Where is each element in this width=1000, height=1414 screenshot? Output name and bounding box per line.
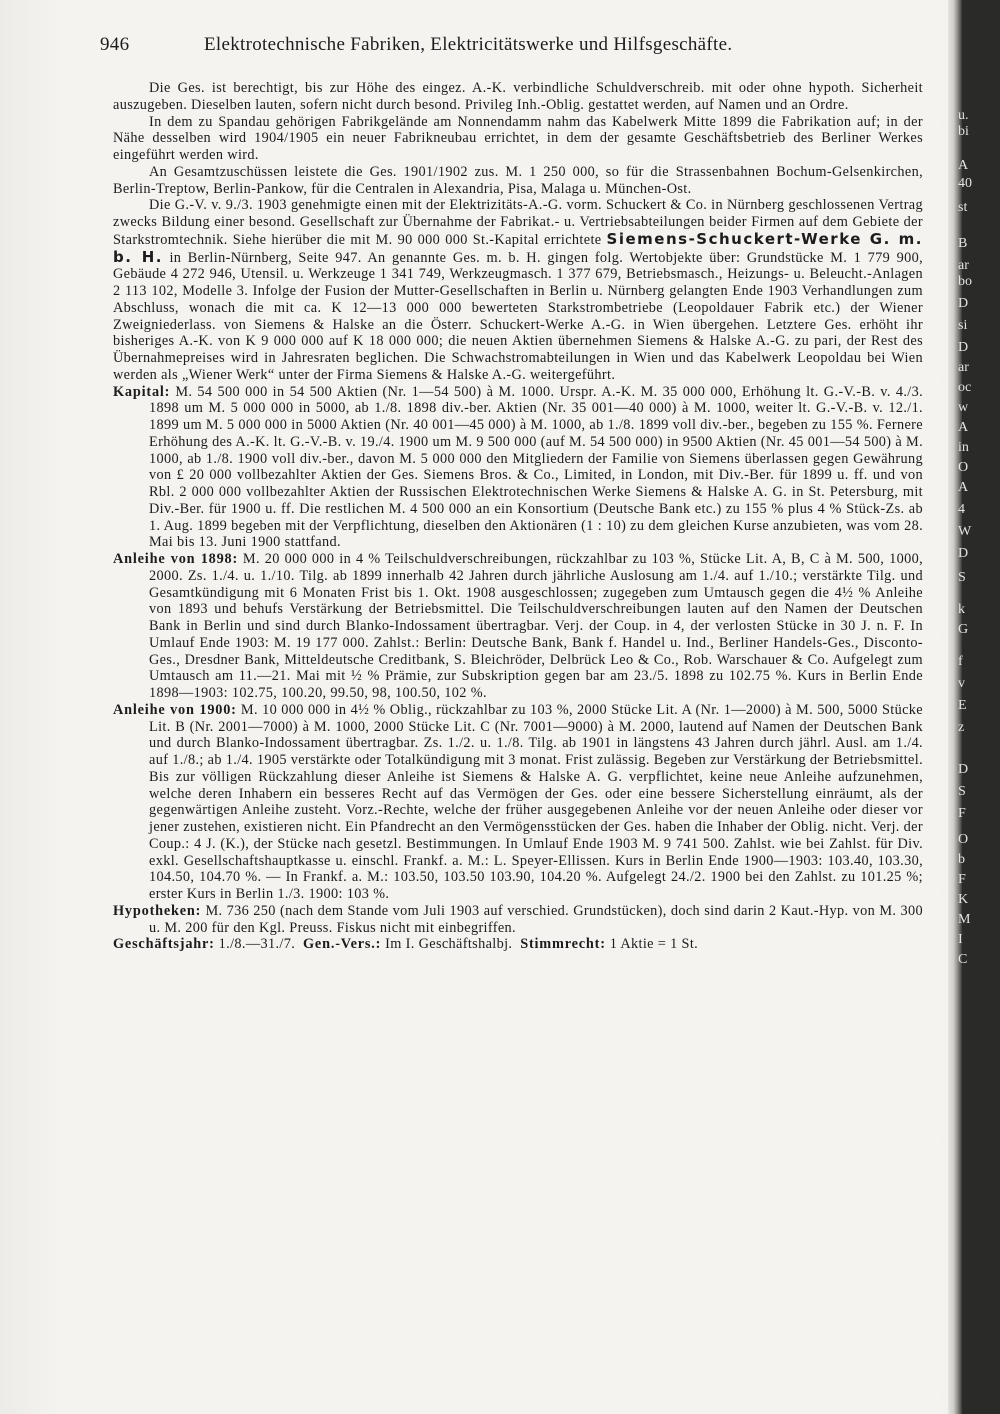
stimmrecht-label: Stimmrecht: (520, 936, 606, 953)
paragraph-bonds-right: Die Ges. ist berechtigt, bis zur Höhe des eingez. A.-K. verbindliche Schuldverschreib. mit oder ohne hypoth. Sicherheit auszugeben. Dieselben lauten, sofern nicht durch besond. Privileg Inh.-Oblig. gestattet werden, auf Namen und an Ordre. (113, 80, 923, 113)
bleed-fragment: D (958, 340, 969, 355)
anleihe-1900-text: M. 10 000 000 in 4½ % Oblig., rückzahlbar zu 103 %, 2000 Stücke Lit. A (Nr. 1—2000) à M. 500, 5000 Stücke Lit. B (Nr. 2001—7000) à M. 1000, 2000 Stücke Lit. C (Nr. 7001—9000) à M. 2000, lautend auf Namen der Deutschen Bank und durch Blanko-Indossament übertragbar. Zs. 1./2. u. 1./8. Tilg. ab 1901 in längstens 43 Jahren durch jährl. Ausl. am 1./4. auf 1./8.; ab 1./4. 1905 verstärkte oder Totalkündigung mit 3 monat. Frist zulässig. Begeben zur Verstärkung der Betriebsmittel. Bis zur völligen Rückzahlung dieser Anleihe ist Siemens & Halske A. G. verpflichtet, keine neue Anleihe aufzunehmen, welche deren Inhabern ein besseres Recht auf das Vermögen der Ges. oder eine bessere Sicherstellung einräumt, als der gegenwärtigen Anleihe zusteht. Vorz.-Rechte, welche der früher ausgegebenen Anleihe vor der neuen Anleihe oder dieser vor jener zustehen, existieren nicht. Ein Pfandrecht an den Vermögensstücken der Ges. haben die Inhaber der Oblig. nicht. Verj. der Coup.: 4 J. (K.), der Stücke nach gesetzl. Bestimmungen. In Umlauf Ende 1903 M. 9 741 500. Zahlst. wie bei Zahlst. für Div. exkl. Gesellschaftshauptkasse u. einschl. Frankf. a. M.: L. Speyer-Ellissen. Kurs in Berlin Ende 1900—1903: 103.40, 103.30, 104.50, 104.70 %. — In Frankf. a. M.: 103.50, 103.50 103.90, 104.20 %. Aufgelegt 24./2. 1900 bei den Zahlst. zu 101.25 %; erster Kurs in Berlin 1./3. 1900: 103 %. (149, 701, 923, 902)
bleed-fragment: b (958, 852, 965, 867)
bleed-fragment: I (958, 932, 963, 947)
bleed-fragment: D (958, 296, 969, 311)
stimmrecht-text: 1 Aktie = 1 St. (609, 936, 699, 953)
bleed-fragment: u. (958, 108, 969, 123)
hypotheken-label: Hypotheken: (113, 902, 202, 919)
paragraph-subsidies: An Gesamtzuschüssen leistete die Ges. 1901/1902 zus. M. 1 250 000, so für die Strassenbahnen Bochum-Gelsenkirchen, Berlin-Treptow, Berlin-Pankow, für die Centralen in Alexandria, Pisa, Malaga u. München-Ost. (113, 163, 923, 197)
bleed-fragment: z (958, 720, 965, 735)
running-title: Elektrotechnische Fabriken, Elektricitätswerke und Hilfsgeschäfte. (204, 34, 733, 55)
bleed-fragment: W (958, 524, 972, 539)
bleed-fragment: A (958, 158, 969, 173)
geschaeftsjahr-text: 1./8.—31./7. (218, 936, 296, 953)
bleed-fragment: v (958, 676, 965, 691)
paragraph-cable-works: In dem zu Spandau gehörigen Fabrikgelände am Nonnendamm nahm das Kabelwerk Mitte 1899 die Fabrikation auf; in der Nähe desselben wird 1904/1905 ein neuer Fabrikneubau errichtet, in dem der gesamte Geschäftsbetrieb des Berliner Werkes eingeführt werden wird. (113, 113, 923, 163)
bleed-fragment: F (958, 872, 966, 887)
section-kapital (113, 384, 923, 552)
bleed-fragment: oc (958, 380, 972, 395)
geschaeftsjahr-label: Geschäftsjahr: (113, 936, 215, 953)
section-hypotheken (113, 903, 923, 937)
bleed-fragment: K (958, 892, 969, 907)
bleed-fragment: st (958, 200, 968, 215)
bleed-fragment: 40 (958, 176, 972, 191)
anleihe-1898-text: M. 20 000 000 in 4 % Teilschuldverschreibungen, rückzahlbar zu 103 %, Stücke Lit. A, B, C à M. 500, 1000, 2000. Zs. 1./4. u. 1./10. Tilg. ab 1899 innerhalb 42 Jahren durch jährliche Auslosung am 1./4. auf 1./10.; verstärkte Tilg. und Gesamtkündigung mit 6 Monaten Frist bis 1. Okt. 1908 ausgeschlossen; zugegeben zum Umtausch gegen die 4½ % Anleihe von 1893 und behufs Verstärkung der Betriebsmittel. Die Teilschuldverschreibungen lauten auf den Namen der Deutschen Bank in Berlin und sind durch Blanko-Indossament übertragbar. Verj. der Coup. in 4, der verlosten Stücke in 30 J. n. F. In Umlauf Ende 1903: M. 19 177 000. Zahlst.: Berlin: Deutsche Bank, Bank f. Handel u. Ind., Berliner Handels-Ges., Disconto-Ges., Dresdner Bank, Mitteldeutsche Creditbank, S. Bleichröder, Delbrück Leo & Co., Rob. Warschauer & Co. Aufgelegt zum Umtausch am 11.—21. Mai mit ½ % Prämie, zur Subskription gegen bar am 23./5. 1898 zu 102.75 %. Kurs in Berlin Ende 1898—1903: 102.75, 100.20, 99.50, 98, 100.50, 102 %. (149, 551, 923, 701)
bleed-fragment: f (958, 654, 963, 669)
article-body (113, 80, 923, 953)
bleed-fragment: ar (958, 360, 969, 375)
hypotheken-text: M. 736 250 (nach dem Stande vom Juli 1903 auf verschied. Grundstücken), doch sind darin 2 Kaut.-Hyp. von M. 300 u. M. 200 für den Kgl. Preuss. Fiskus nicht mit einbegriffen. (149, 902, 923, 936)
bleed-fragment: D (958, 762, 969, 777)
section-meta (113, 936, 923, 953)
merger-text-b: in Berlin-Nürnberg, Seite 947. An genannte Ges. m. b. H. gingen folg. Wertobjekte über: Grundstücke M. 1 779 900, Gebäude 4 272 946, Utensil. u. Werkzeuge 1 341 749, Werkzeugmasch. 1 377 679, Betriebsmasch., Heizungs- u. Beleucht.-Anlagen 2 113 102, Modelle 3. Infolge der Fusion der Mutter-Gesellschaften in Berlin u. Nürnberg gelangten Ende 1903 Verhandlungen zum Abschluss, wonach die mit ca. K 12—13 000 000 bewerteten Starkstrombetriebe (Leopoldauer Fabrik etc.) der Wiener Zweigniederlass. von Siemens & Halske an die Österr. Schuckert-Werke A.-G. in Wien übergehen. Letztere Ges. erhöht ihr bisheriges A.-K. von K 9 000 000 auf K 18 000 000; die neuen Aktien übernehmen Siemens & Halske A.-G. zu pari, der Rest des Übernahmepreises wird in Jahresraten beglichen. Die Schwachstromabteilungen in Wien und das Kabelwerk Leopoldau bei Wien werden als „Wiener Werk“ unter der Firma Siemens & Halske A.-G. weitergeführt. (113, 249, 924, 383)
bleed-fragment: in (958, 440, 969, 455)
bleed-fragment: F (958, 806, 966, 821)
anleihe-1900-label: Anleihe von 1900: (113, 701, 237, 718)
bleed-fragment: O (958, 460, 969, 475)
bleed-fragment: B (958, 236, 968, 251)
page-number: 946 (100, 34, 130, 55)
bleed-fragment: bi (958, 124, 969, 139)
bleed-fragment: G (958, 622, 969, 637)
bleed-fragment: D (958, 546, 969, 561)
section-anleihe-1900 (113, 702, 923, 903)
merger-text-a: Die G.-V. v. 9./3. 1903 genehmigte einen mit der Elektrizitäts-A.-G. vorm. Schuckert & Co. in Nürnberg geschlossenen Vertrag zwecks Bildung einer besond. Gesellschaft zur Übernahme der Fabrikat.- u. Vertriebsabteilungen beider Firmen auf dem Gebiete der Starkstromtechnik. Siehe hierüber die mit M. 90 000 000 St.-Kapital errichtete (113, 197, 923, 248)
siemens-schuckert-name: Siemens-Schuckert-Werke G. m. b. H. (113, 229, 923, 266)
bleed-fragment: ar (958, 258, 969, 273)
bleed-fragment: bo (958, 274, 972, 289)
bleed-fragment: S (958, 784, 966, 799)
bleed-fragment: w (958, 400, 969, 415)
bleed-fragment: si (958, 318, 968, 333)
bleed-fragment: A (958, 420, 969, 435)
bleed-fragment: M (958, 912, 971, 927)
bleed-fragment: S (958, 570, 966, 585)
facing-page-bleed (956, 0, 986, 1414)
bleed-fragment: E (958, 698, 967, 713)
bleed-fragment: 4 (958, 502, 965, 517)
kapital-label: Kapital: (113, 383, 171, 400)
paragraph-merger (113, 197, 923, 383)
gen-vers-text: Im I. Geschäftshalbj. (385, 936, 513, 953)
bleed-fragment: k (958, 602, 965, 617)
kapital-text: M. 54 500 000 in 54 500 Aktien (Nr. 1—54 500) à M. 1000. Urspr. A.-K. M. 35 000 000, Erhöhung lt. G.-V.-B. v. 4./3. 1898 um M. 5 000 000 in 5000, ab 1./8. 1898 div.-ber. Aktien (Nr. 35 001—40 000) à M. 1000, weiter lt. G.-V.-B. v. 12./1. 1899 um M. 5 000 000 in 5000 Aktien (Nr. 40 001—45 000) à M. 1000, ab 1./8. 1899 voll div.-ber., begeben zu 155 %. Fernere Erhöhung des A.-K. lt. G.-V.-B. v. 19./4. 1900 um M. 9 500 000 (auf M. 54 500 000) in 9500 Aktien (Nr. 45 001—54 500) à M. 1000, ab 1./8. 1900 voll div.-ber., davon M. 5 000 000 den Mitgliedern der Familie von Siemens überlassen gegen Gewährung von £ 20 000 vollbezahlter Aktien der Ges. Siemens Bros. & Co., Limited, in London, mit Div.-Ber. für 1899 u. ff. und von Rbl. 2 000 000 vollbezahlter Aktien der Russischen Elektrotechnischen Werke Siemens & Halske A. G. in St. Petersburg, mit Div.-Ber. für 1900 u. ff. Die restlichen M. 4 500 000 an ein Konsortium (Deutsche Bank etc.) zu 155 % plus 4 % Stück-Zs. ab 1. Aug. 1899 begeben mit der Verpflichtung, dieselben den Aktionären (1 : 10) zu dem gleichen Kurse anzubieten, was vom 28. Mai bis 13. Juni 1900 stattfand. (149, 383, 923, 551)
bleed-fragment: A (958, 480, 969, 495)
section-anleihe-1898 (113, 551, 923, 702)
bleed-fragment: O (958, 832, 969, 847)
bleed-fragment: C (958, 952, 968, 967)
anleihe-1898-label: Anleihe von 1898: (113, 551, 239, 567)
gen-vers-label: Gen.-Vers.: (303, 936, 382, 953)
